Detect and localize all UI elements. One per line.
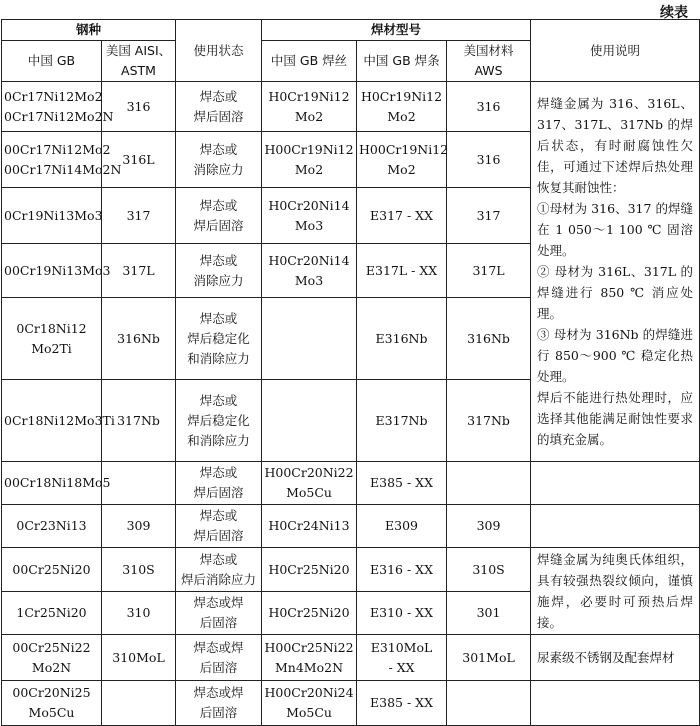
table-row	[2, 548, 700, 592]
continued-label: 续表	[660, 5, 688, 21]
cell-us-aisi: 309	[102, 505, 176, 548]
cell-gb-wire: H00Cr19Ni12 Mo2	[262, 132, 357, 188]
cell-aws: 317Nb	[447, 380, 531, 462]
cell-aws: 316	[447, 132, 531, 188]
cell-us-aisi: 316L	[102, 132, 176, 188]
cell-condition: 焊态或 焊后稳定化 和消除应力	[176, 380, 262, 462]
cell-gb-wire	[262, 380, 357, 462]
cell-china-gb: 0Cr19Ni13Mo3	[2, 188, 102, 244]
cell-aws: 317L	[447, 244, 531, 298]
cell-us-aisi: 316	[102, 82, 176, 132]
cell-condition: 焊态或 焊后固溶	[176, 82, 262, 132]
cell-china-gb: 1Cr25Ni20	[2, 592, 102, 635]
cell-condition: 焊态或 消除应力	[176, 244, 262, 298]
header-us-aisi: 美国 AISI、ASTM	[102, 41, 176, 82]
cell-condition: 焊态或焊 后固溶	[176, 635, 262, 681]
cell-gb-wire: H0Cr25Ni20	[262, 592, 357, 635]
cell-gb-electrode: E316 - XX	[357, 548, 447, 592]
cell-condition: 焊态或 焊后固溶	[176, 462, 262, 505]
cell-aws	[447, 462, 531, 505]
cell-china-gb: 00Cr25Ni20	[2, 548, 102, 592]
cell-gb-electrode: E317Nb	[357, 380, 447, 462]
notes-empty	[531, 462, 700, 505]
cell-gb-electrode: H0Cr19Ni12 Mo2	[357, 82, 447, 132]
notes-empty	[531, 505, 700, 548]
cell-gb-electrode: E317L - XX	[357, 244, 447, 298]
cell-condition: 焊态或 消除应力	[176, 132, 262, 188]
cell-aws: 310S	[447, 548, 531, 592]
cell-gb-electrode: E317 - XX	[357, 188, 447, 244]
notes-group-2: 焊缝金属为纯奥氏体组织，具有较强热裂纹倾向，谨慎施焊，必要时可预热后焊接。	[531, 548, 700, 635]
header-gb-electrode: 中国 GB 焊条	[357, 41, 447, 82]
cell-condition: 焊态或 焊后固溶	[176, 505, 262, 548]
cell-gb-wire: H00Cr20Ni22 Mo5Cu	[262, 462, 357, 505]
cell-condition: 焊态或 焊后稳定化 和消除应力	[176, 298, 262, 380]
cell-gb-electrode: E316Nb	[357, 298, 447, 380]
table-row	[2, 681, 700, 726]
cell-aws: 317	[447, 188, 531, 244]
cell-condition: 焊态或焊 后固溶	[176, 681, 262, 726]
cell-us-aisi: 316Nb	[102, 298, 176, 380]
cell-us-aisi	[102, 462, 176, 505]
cell-gb-wire: H00Cr25Ni22 Mn4Mo2N	[262, 635, 357, 681]
cell-aws	[447, 681, 531, 726]
cell-condition: 焊态或 焊后固溶	[176, 188, 262, 244]
cell-china-gb: 00Cr19Ni13Mo3	[2, 244, 102, 298]
table-row	[2, 635, 700, 681]
header-steel-grade: 钢种	[2, 20, 176, 41]
cell-aws: 316	[447, 82, 531, 132]
cell-aws: 301MoL	[447, 635, 531, 681]
cell-gb-wire: H0Cr24Ni13	[262, 505, 357, 548]
cell-china-gb: 0Cr23Ni13	[2, 505, 102, 548]
cell-aws: 316Nb	[447, 298, 531, 380]
cell-gb-wire: H00Cr20Ni24 Mo5Cu	[262, 681, 357, 726]
cell-china-gb: 0Cr18Ni12 Mo2Ti	[2, 298, 102, 380]
cell-china-gb: 00Cr25Ni22 Mo2N	[2, 635, 102, 681]
cell-china-gb: 0Cr17Ni12Mo2 0Cr17Ni12Mo2N	[2, 82, 102, 132]
welding-material-table	[1, 19, 700, 726]
header-filler-model: 焊材型号	[262, 20, 531, 41]
cell-gb-electrode: E309	[357, 505, 447, 548]
cell-condition: 焊态或 焊后消除应力	[176, 548, 262, 592]
cell-us-aisi	[102, 681, 176, 726]
header-aws: 美国材料 AWS	[447, 41, 531, 82]
cell-us-aisi: 317L	[102, 244, 176, 298]
cell-china-gb: 00Cr17Ni12Mo2 00Cr17Ni14Mo2N	[2, 132, 102, 188]
cell-gb-wire: H0Cr19Ni12 Mo2	[262, 82, 357, 132]
cell-us-aisi: 310S	[102, 548, 176, 592]
notes-group-3: 尿素级不锈钢及配套焊材	[531, 635, 700, 681]
cell-aws: 301	[447, 592, 531, 635]
cell-gb-electrode: E310MoL - XX	[357, 635, 447, 681]
cell-gb-electrode: E385 - XX	[357, 462, 447, 505]
cell-gb-electrode: E385 - XX	[357, 681, 447, 726]
cell-gb-wire	[262, 298, 357, 380]
notes-empty	[531, 681, 700, 726]
cell-us-aisi: 317	[102, 188, 176, 244]
cell-gb-wire: H0Cr20Ni14 Mo3	[262, 188, 357, 244]
cell-china-gb: 00Cr20Ni25 Mo5Cu	[2, 681, 102, 726]
cell-us-aisi: 310MoL	[102, 635, 176, 681]
cell-gb-wire: H0Cr25Ni20	[262, 548, 357, 592]
cell-aws: 309	[447, 505, 531, 548]
notes-group-1: 焊缝金属为 316、316L、317、317L、317Nb 的焊后状态，有时耐腐蚀性欠佳，可通过下述焊后热处理恢复其耐蚀性： ①母材为 316、317 的焊缝在 1 050～1 100 ℃ 固溶处理。 ② 母材为 316L、317L 的焊缝进行 850 ℃ 消应处理。 ③ 母材为 316Nb 的焊缝进行 850～900 ℃ 稳定化热处理。 焊后不能进行热处理时，应选择其他能满足耐蚀性要求的填充金属。	[531, 82, 700, 462]
table-row	[2, 505, 700, 548]
table-row	[2, 82, 700, 132]
cell-china-gb: 0Cr18Ni12Mo3Ti	[2, 380, 102, 462]
cell-us-aisi: 317Nb	[102, 380, 176, 462]
cell-us-aisi: 310	[102, 592, 176, 635]
header-notes: 使用说明	[531, 20, 700, 82]
cell-gb-electrode: E310 - XX	[357, 592, 447, 635]
cell-gb-electrode: H00Cr19Ni12 Mo2	[357, 132, 447, 188]
header-china-gb: 中国 GB	[2, 41, 102, 82]
table-row	[2, 462, 700, 505]
header-gb-wire: 中国 GB 焊丝	[262, 41, 357, 82]
cell-gb-wire: H0Cr20Ni14 Mo3	[262, 244, 357, 298]
cell-condition: 焊态或焊 后固溶	[176, 592, 262, 635]
header-condition: 使用状态	[176, 20, 262, 82]
cell-china-gb: 00Cr18Ni18Mo5	[2, 462, 102, 505]
